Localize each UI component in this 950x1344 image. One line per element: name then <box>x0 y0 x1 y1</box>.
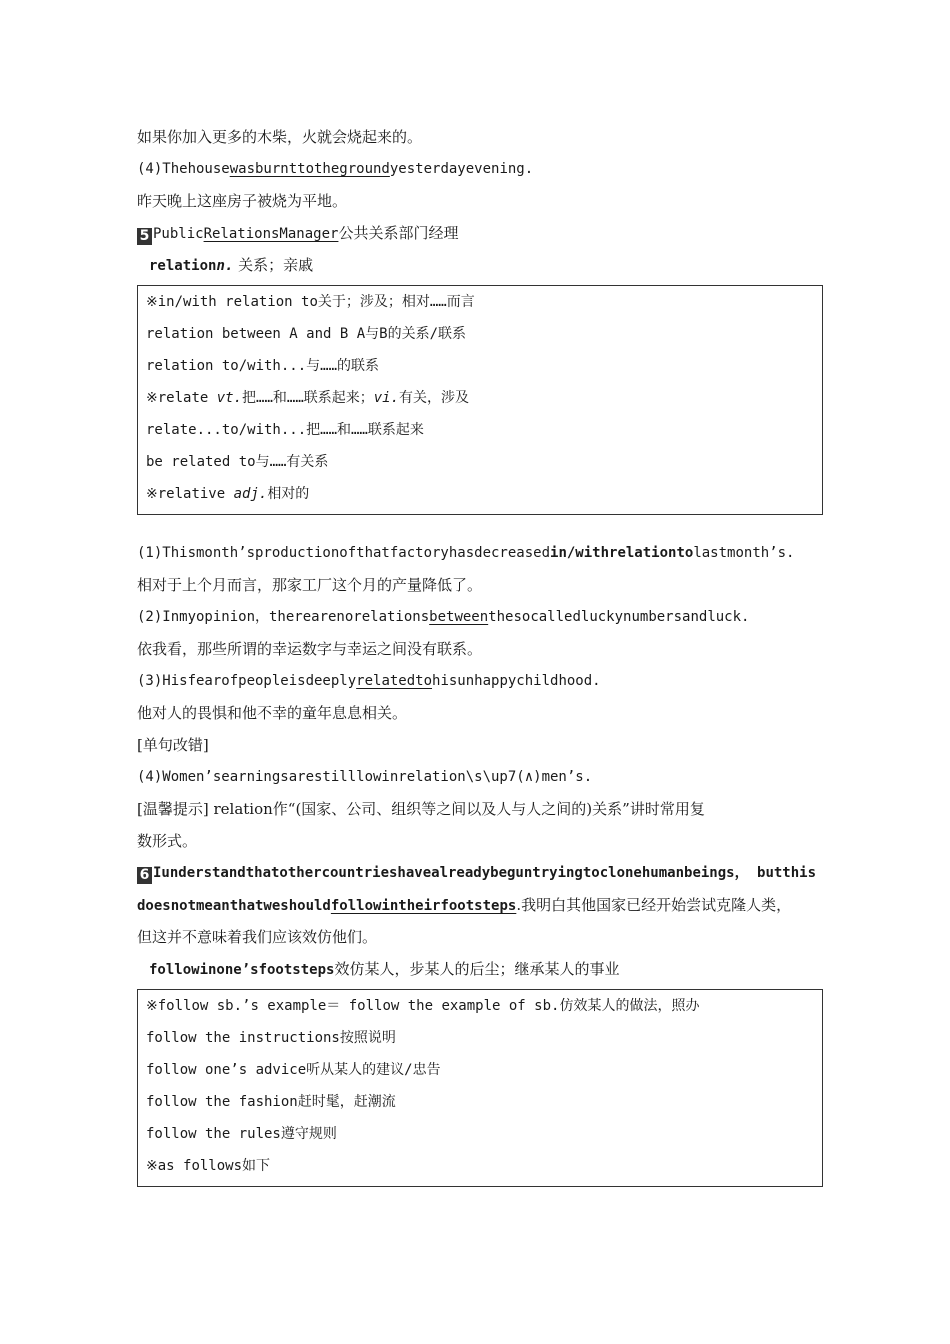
section-number-badge: 5 <box>137 228 152 245</box>
usage-line <box>146 382 814 414</box>
usage-line: be related to与……有关系 <box>146 454 329 470</box>
text: hisunhappychildhood. <box>432 673 601 689</box>
text: thesocalledluckynumbersandluck. <box>488 609 750 625</box>
usage-line: relation between A and B A与B的关系/联系 <box>146 326 467 342</box>
text: (4)Thehouse <box>137 161 230 177</box>
section-number-badge: 6 <box>137 867 152 884</box>
text: (1)Thismonth’sproductionofthatfactoryhasdecreased <box>137 545 551 561</box>
example-sentence <box>137 537 827 569</box>
usage-line <box>146 478 814 510</box>
title-cn: 公共关系部门经理 <box>338 224 459 242</box>
sentence-translation: 如果你加入更多的木柴，火就会烧起来的。 <box>137 128 423 146</box>
underlined-phrase: relatedto <box>356 673 433 689</box>
usage-box-follow <box>137 989 823 1187</box>
section-6-sentence <box>137 857 827 889</box>
section-6-translation: 但这并不意味着我们应该效仿他们。 <box>137 928 378 946</box>
text: Iunderstandthatothercountrieshavealreadybeguntryingtoclonehumanbeings， butthis <box>153 865 817 881</box>
headword-line <box>137 953 827 985</box>
usage-line: follow one’s advice听从某人的建议/忠告 <box>146 1062 441 1078</box>
text: lastmonth’s. <box>693 545 795 561</box>
example-translation: 相对于上个月而言，那家工厂这个月的产量降低了。 <box>137 576 483 594</box>
underlined-phrase: between <box>429 609 489 625</box>
correction-label: [单句改错] <box>137 736 209 754</box>
headword-meaning: 效仿某人，步某人的后尘；继承某人的事业 <box>334 960 620 978</box>
pos: adj. <box>233 486 268 502</box>
bold-phrase: in/withrelationto <box>550 545 694 561</box>
usage-line: follow the instructions按照说明 <box>146 1030 396 1046</box>
example-sentence <box>137 601 827 633</box>
text: ※relative <box>146 486 234 502</box>
text: 把……和……联系起来； <box>242 390 374 406</box>
headword-meaning: 关系；亲戚 <box>238 256 314 274</box>
text: 有关，涉及 <box>399 390 470 406</box>
example-sentence <box>137 153 827 185</box>
headword: followinone’sfootsteps <box>149 962 335 978</box>
underlined-phrase: wasburnttotheground <box>229 161 390 177</box>
headword: relation <box>149 258 217 274</box>
text: 相对的 <box>267 486 310 502</box>
text: (2)Inmyopinion，therearenorelations <box>137 609 430 625</box>
usage-line: relation to/with...与……的联系 <box>146 358 380 374</box>
example-translation: 他对人的畏惧和他不幸的童年息息相关。 <box>137 704 408 722</box>
usage-line: ※as follows如下 <box>146 1158 271 1174</box>
tip-line: [温馨提示] relation作“(国家、公司、组织等之间以及人与人之间的)关系”讲时常用复 <box>137 800 705 818</box>
title-text: Public <box>153 226 204 242</box>
text: ※relate <box>146 390 217 406</box>
text: .我明白其他国家已经开始尝试克隆人类， <box>516 896 792 914</box>
usage-line: ※follow sb.’s example＝ follow the example of sb.仿效某人的做法，照办 <box>146 998 700 1014</box>
correction-sentence: (4)Women’searningsarestilllowinrelation\s\up7(∧)men’s. <box>137 769 593 785</box>
document-page <box>137 121 827 1209</box>
usage-line: follow the fashion赶时髦，赶潮流 <box>146 1094 396 1110</box>
example-translation: 依我看，那些所谓的幸运数字与幸运之间没有联系。 <box>137 640 483 658</box>
part-of-speech: n. <box>216 258 234 274</box>
title-underlined: RelationsManager <box>203 226 339 242</box>
pos: vi. <box>373 390 400 406</box>
example-translation: 昨天晚上这座房子被烧为平地。 <box>137 192 348 210</box>
usage-box-relation <box>137 285 823 515</box>
section-6-sentence-cont <box>137 889 827 921</box>
pos: vt. <box>216 390 243 406</box>
usage-line: relate...to/with...把……和……联系起来 <box>146 422 424 438</box>
usage-line: follow the rules遵守规则 <box>146 1126 337 1142</box>
example-sentence <box>137 665 827 697</box>
text: yesterdayevening. <box>389 161 534 177</box>
underlined-phrase: followintheirfootsteps <box>330 898 517 914</box>
section-5-title <box>137 217 827 249</box>
text: (3)Hisfearofpeopleisdeeply <box>137 673 357 689</box>
tip-line: 数形式。 <box>137 832 198 850</box>
text: doesnotmeanthatweshould <box>137 898 331 914</box>
headword-line <box>137 249 827 281</box>
usage-line: ※in/with relation to关于；涉及；相对……而言 <box>146 294 475 310</box>
